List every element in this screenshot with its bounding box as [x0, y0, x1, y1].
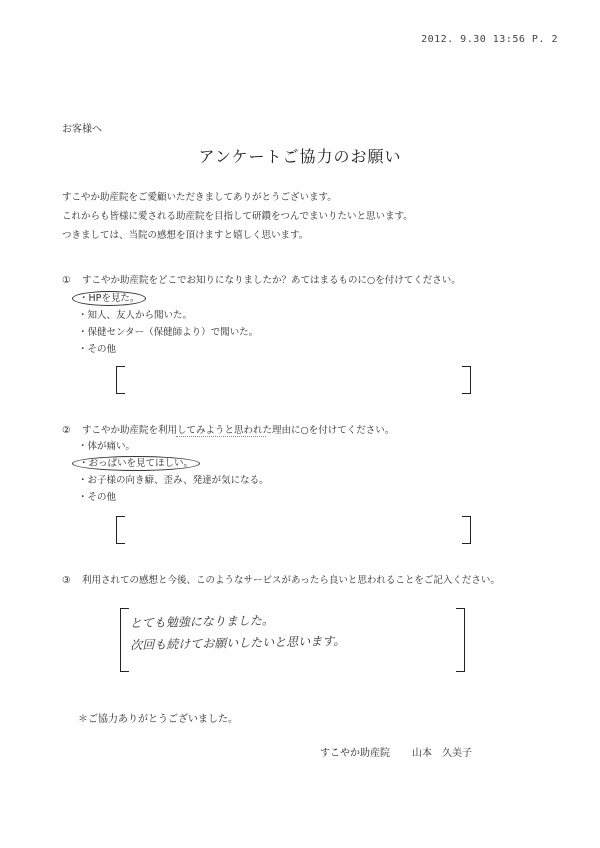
question-text: すこやか助産院をどこでお知りになりましたか？あてはまるものに○を付けてください。	[82, 275, 461, 286]
option-friend[interactable]: ・知人、友人から聞いた。	[78, 310, 193, 321]
handwritten-answer	[130, 608, 346, 656]
answer-bracket-right	[462, 366, 471, 394]
circled-option: ・HPを見た。	[72, 291, 146, 306]
page-title: アンケートご協力のお願い	[198, 147, 402, 166]
question-1-options	[78, 290, 258, 358]
answer-bracket-right	[456, 608, 465, 672]
question-1	[62, 272, 461, 286]
answer-bracket-right	[462, 516, 471, 544]
option-other[interactable]: ・その他	[78, 492, 117, 503]
handwritten-line: 次回も続けてお願いしたいと思います。	[130, 633, 346, 653]
signature	[320, 744, 472, 759]
question-text: 利用されての感想と今後、このようなサービスがあったら良いと思われることをご記入ください。	[82, 575, 500, 586]
answer-bracket-left	[116, 516, 125, 544]
option-hp[interactable]	[78, 290, 258, 307]
question-number: ③	[62, 575, 71, 586]
question-2	[62, 422, 394, 436]
question-number: ②	[62, 425, 71, 436]
intro-line: つきましては、当院の感想を頂けますと嬉しく思います。	[62, 230, 309, 241]
author-name: 山本 久美子	[412, 748, 472, 759]
salutation: お客様へ	[62, 124, 102, 135]
handwritten-line: とても勉強になりました。	[129, 613, 274, 631]
fax-header: 2012. 9.30 13:56 P. 2	[421, 34, 558, 45]
intro-line: すこやか助産院をご愛顧いただきましてありがとうございます。	[62, 192, 337, 203]
question-2-options	[78, 438, 269, 506]
question-3	[62, 572, 500, 586]
question-number: ①	[62, 275, 71, 286]
answer-bracket-left	[116, 366, 125, 394]
intro-line: これからも皆様に愛される助産院を目指して研鑽をつんでまいりたいと思います。	[62, 211, 413, 222]
clinic-name: すこやか助産院	[320, 748, 390, 759]
option-body-pain[interactable]: ・体が痛い。	[78, 441, 136, 452]
circled-option: ・おっぱいを見てほしい。	[72, 456, 200, 471]
option-child-development[interactable]: ・お子様の向き癖、歪み、発達が気になる。	[78, 475, 269, 486]
option-breast-check[interactable]	[78, 455, 269, 472]
answer-bracket-left	[120, 608, 129, 672]
option-other[interactable]: ・その他	[78, 344, 117, 355]
option-health-center[interactable]: ・保健センター（保健師より）で聞いた。	[78, 327, 259, 338]
question-text: すこやか助産院を利用してみようと思われた理由に○を付けてください。	[82, 425, 395, 436]
thanks-note: ＊ご協力ありがとうございました。	[78, 714, 238, 725]
intro-paragraph	[62, 188, 413, 245]
